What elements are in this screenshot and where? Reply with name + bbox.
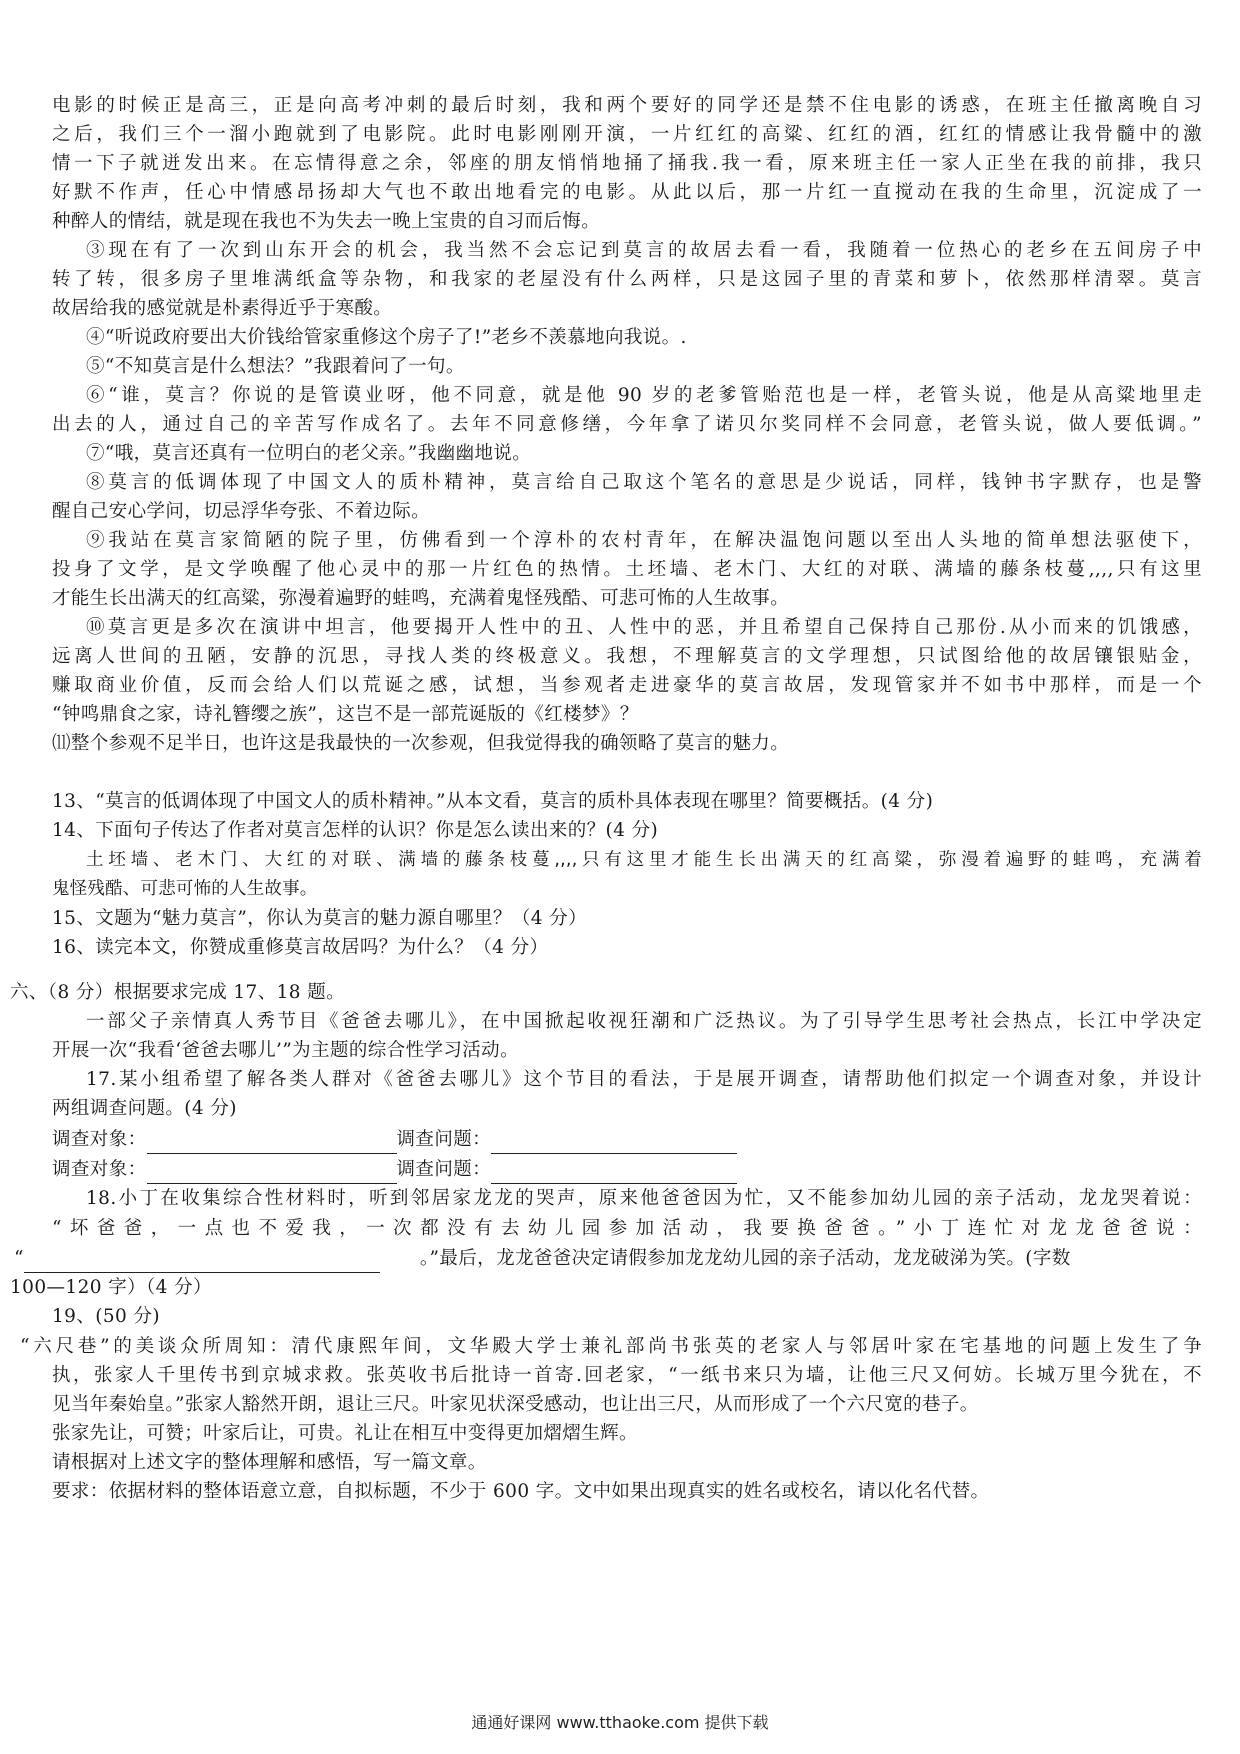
survey-target-blank-1[interactable] <box>147 1133 397 1154</box>
article-p11: ⑾整个参观不足半日，也许这是我最快的一次参观，但我觉得我的确领略了莫言的魅力。 <box>52 733 790 754</box>
article-p1-line2: 之后，我们三个一溜小跑就到了电影院。此时电影刚刚开演，一片红红的高粱、红红的酒，红红的情感让我骨髓中的激 <box>52 124 1202 145</box>
question-18-line1: 18.小丁在收集综合性材料时，听到邻居家龙龙的哭声，原来他爸爸因为忙，又不能参加幼儿园的亲子活动，龙龙哭着说： <box>86 1188 1202 1209</box>
section-6-intro-line1: 一部父子亲情真人秀节目《爸爸去哪儿》，在中国掀起收视狂潮和广泛热议。为了引导学生思考社会热点，长江中学决定 <box>86 1011 1202 1032</box>
question-17-line1: 17.某小组希望了解各类人群对《爸爸去哪儿》这个节目的看法，于是展开调查，请帮助他们拟定一个调查对象，并设计 <box>86 1069 1202 1090</box>
article-p1-line1: 电影的时候正是高三，正是向高考冲刺的最后时刻，我和两个要好的同学还是禁不住电影的诱惑，在班主任撤离晚自习 <box>52 95 1202 116</box>
section-6-intro-line2: 开展一次“我看‘爸爸去哪儿’”为主题的综合性学习活动。 <box>52 1040 519 1061</box>
survey-question-blank-1[interactable] <box>491 1133 737 1154</box>
question-19-line1: “六尺巷”的美谈众所周知：清代康熙年间，文华殿大学士兼礼部尚书张英的老家人与邻居叶家在宅基地的问题上发生了争 <box>20 1336 1202 1357</box>
survey-target-label: 调查对象： <box>52 1129 147 1150</box>
article-p9-line2: 投身了文学，是文学唤醒了他心灵中的那一片红色的热情。土坯墙、老木门、大红的对联、满墙的藤条枝蔓,,,,只有这里 <box>52 559 1202 580</box>
question-19-line4: 张家先让，可赞；叶家后让，可贵。礼让在相互中变得更加熠熠生辉。 <box>52 1423 638 1444</box>
article-p6-line2: 出去的人，通过自己的辛苦写作成名了。去年不同意修缮，今年拿了诺贝尔奖同样不会同意，老管头说，做人要低调。” <box>52 414 1202 435</box>
article-p10-line3: 赚取商业价值，反而会给人们以荒诞之感，试想，当参观者走进豪华的莫言故居，发现管家并不如书中那样，而是一个 <box>52 675 1202 696</box>
question-18-answer-blank[interactable] <box>24 1252 380 1273</box>
question-14-quote-line2: 鬼怪残酷、可悲可怖的人生故事。 <box>52 879 318 899</box>
question-16: 16、读完本文，你赞成重修莫言故居吗？为什么？（4 分） <box>52 937 549 958</box>
survey-target-blank-2[interactable] <box>147 1163 397 1184</box>
question-19-line2: 执，张家人千里传书到京城求救。张英收书后批诗一首寄.回老家，“一纸书来只为墙，让他三尺又何妨。长城万里今犹在，不 <box>52 1365 1202 1386</box>
article-p7: ⑦“哦，莫言还真有一位明白的老父亲。”我幽幽地说。 <box>86 443 532 464</box>
survey-question-label: 调查问题： <box>396 1129 492 1150</box>
question-13: 13、“莫言的低调体现了中国文人的质朴精神。”从本文看，莫言的质朴具体表现在哪里？简要概括。(4 分) <box>52 791 934 812</box>
section-6-heading: 六、（8 分）根据要求完成 17、18 题。 <box>10 982 346 1003</box>
article-p10-line4: “钟鸣鼎食之家，诗礼簪缨之族”，这岂不是一部荒诞版的《红楼梦》？ <box>52 704 639 725</box>
question-18-line3-rest: 。”最后，龙龙爸爸决定请假参加龙龙幼儿园的亲子活动，龙龙破涕为笑。(字数 <box>419 1248 1071 1269</box>
survey-question-label: 调查问题： <box>396 1159 492 1180</box>
question-14: 14、下面句子传达了作者对莫言怎样的认识？你是怎么读出来的？(4 分) <box>52 820 659 841</box>
article-p1-line4: 好默不作声，任心中情感昂扬却大气也不敢出地看完的电影。从此以后，那一片红一直搅动在我的生命里，沉淀成了一 <box>52 182 1202 203</box>
question-19-heading: 19、(50 分) <box>52 1306 160 1327</box>
question-18-line4: 100—120 字）（4 分） <box>10 1277 212 1298</box>
article-p1-line3: 情一下子就迸发出来。在忘情得意之余，邻座的朋友悄悄地捅了捅我.我一看，原来班主任一家人正坐在我的前排，我只 <box>52 153 1202 174</box>
article-p4: ④“听说政府要出大价钱给管家重修这个房子了!”老乡不羡慕地向我说。. <box>86 327 687 348</box>
survey-question-blank-2[interactable] <box>491 1163 737 1184</box>
article-p8-line2: 醒自己安心学问，切忌浮华夸张、不着边际。 <box>52 501 431 522</box>
article-p9-line3: 才能生长出满天的红高粱，弥漫着遍野的蛙鸣，充满着鬼怪残酷、可悲可怖的人生故事。 <box>52 588 790 609</box>
question-14-quote-line1: 土坯墙、老木门、大红的对联、满墙的藤条枝蔓,,,,只有这里才能生长出满天的红高粱，弥漫着遍野的蛙鸣，充满着 <box>86 850 1202 870</box>
question-18-line3 <box>14 1244 1202 1273</box>
survey-row-2 <box>52 1155 1202 1184</box>
question-17-line2: 两组调查问题。(4 分) <box>52 1098 237 1119</box>
article-p1-line5: 种醉人的情结，就是现在我也不为失去一晚上宝贵的自习而后悔。 <box>52 211 601 232</box>
article-p6-line1: ⑥“谁，莫言？你说的是管谟业呀，他不同意，就是他 90 岁的老爹管贻范也是一样，老管头说，他是从高粱地里走 <box>86 385 1202 406</box>
survey-row-1 <box>52 1125 1202 1154</box>
question-18-line2: “坏爸爸，一点也不爱我，一次都没有去幼儿园参加活动，我要换爸爸。”小丁连忙对龙龙爸爸说： <box>52 1218 1202 1239</box>
article-p9-line1: ⑨我站在莫言家简陋的院子里，仿佛看到一个淳朴的农村青年，在解决温饱问题以至出人头地的简单想法驱使下， <box>86 530 1202 551</box>
article-p3-line3: 故居给我的感觉就是朴素得近乎于寒酸。 <box>52 298 393 319</box>
article-p10-line2: 远离人世间的丑陋，安静的沉思，寻找人类的终极意义。我想，不理解莫言的文学理想，只试图给他的故居镶银贴金， <box>52 646 1202 667</box>
footer-watermark: 通通好课网 www.tthaoke.com 提供下载 <box>471 1713 769 1732</box>
article-p3-line2: 转了转，很多房子里堆满纸盒等杂物，和我家的老屋没有什么两样，只是这园子里的青菜和萝卜，依然那样清翠。莫言 <box>52 269 1202 290</box>
article-p5: ⑤“不知莫言是什么想法？”我跟着问了一句。 <box>86 356 465 377</box>
article-p8-line1: ⑧莫言的低调体现了中国文人的质朴精神，莫言给自己取这个笔名的意思是少说话，同样，钱钟书字默存，也是警 <box>86 472 1202 493</box>
article-p3-line1: ③现在有了一次到山东开会的机会，我当然不会忘记到莫言的故居去看一看，我随着一位热心的老乡在五间房子中 <box>86 240 1202 261</box>
question-15: 15、文题为“魅力莫言”，你认为莫言的魅力源自哪里？（4 分） <box>52 908 588 929</box>
survey-target-label: 调查对象： <box>52 1159 147 1180</box>
question-19-line6: 要求：依据材料的整体语意立意，自拟标题，不少于 600 字。文中如果出现真实的姓名或校名，请以化名代替。 <box>52 1481 990 1502</box>
question-19-line3: 见当年秦始皇。”张家人豁然开朗，退让三尺。叶家见状深受感动，也让出三尺，从而形成了一个六尺宽的巷子。 <box>52 1394 979 1415</box>
question-19-line5: 请根据对上述文字的整体理解和感悟，写一篇文章。 <box>52 1452 487 1473</box>
article-p10-line1: ⑩莫言更是多次在演讲中坦言，他要揭开人性中的丑、人性中的恶，并且希望自己保持自己那份.从小而来的饥饿感， <box>86 617 1202 638</box>
quote-open: “ <box>14 1248 24 1269</box>
